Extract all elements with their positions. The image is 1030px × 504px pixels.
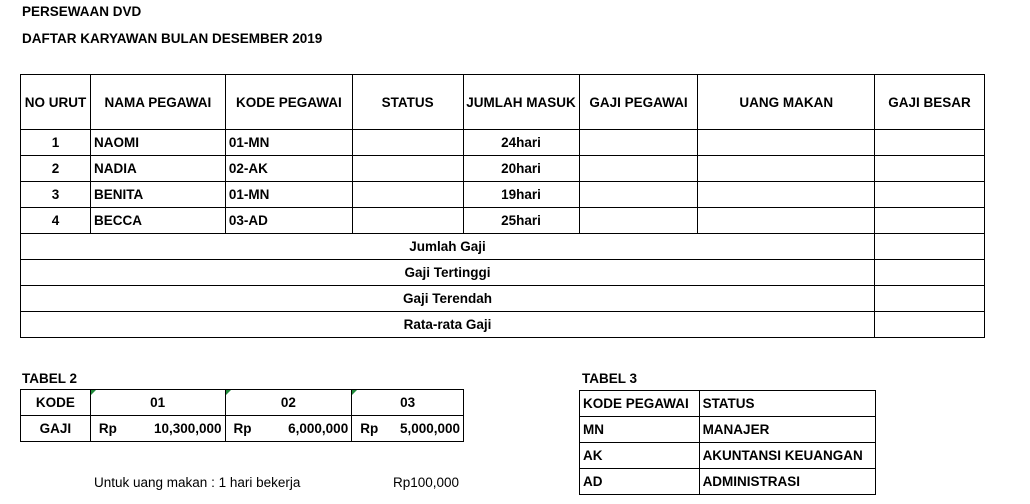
- tabel3-header-kode[interactable]: KODE PEGAWAI: [580, 391, 700, 417]
- cell-nama[interactable]: NADIA: [90, 156, 225, 182]
- summary-label[interactable]: Gaji Terendah: [21, 286, 875, 312]
- cell-status[interactable]: [352, 156, 463, 182]
- cell-no[interactable]: 4: [21, 208, 91, 234]
- amount-value: 6,000,000: [288, 421, 349, 436]
- meal-allowance-value: Rp100,000: [393, 475, 460, 490]
- cell-uang-makan[interactable]: [698, 208, 875, 234]
- cell-nama[interactable]: BENITA: [90, 182, 225, 208]
- header-gaji-besar[interactable]: GAJI BESAR: [875, 75, 985, 130]
- header-nama-pegawai[interactable]: NAMA PEGAWAI: [90, 75, 225, 130]
- tabel2-code-03[interactable]: 03: [352, 390, 464, 416]
- table-row: [21, 208, 985, 234]
- cell-jumlah-masuk[interactable]: 25hari: [463, 208, 579, 234]
- table-row: [21, 156, 985, 182]
- tabel3-kode[interactable]: AD: [580, 469, 700, 495]
- meal-allowance-note: Untuk uang makan : 1 hari bekerja: [94, 475, 301, 490]
- cell-kode[interactable]: 01-MN: [225, 130, 352, 156]
- cell-gaji-pegawai[interactable]: [579, 130, 698, 156]
- cell-no[interactable]: 2: [21, 156, 91, 182]
- cell-kode[interactable]: 01-MN: [225, 182, 352, 208]
- header-status[interactable]: STATUS: [352, 75, 463, 130]
- tabel3-status[interactable]: ADMINISTRASI: [699, 469, 875, 495]
- cell-gaji-besar[interactable]: [875, 208, 985, 234]
- summary-label[interactable]: Jumlah Gaji: [21, 234, 875, 260]
- table-row: [580, 469, 876, 495]
- cell-gaji-pegawai[interactable]: [579, 182, 698, 208]
- header-gaji-pegawai[interactable]: GAJI PEGAWAI: [579, 75, 698, 130]
- currency-label: Rp: [98, 421, 117, 436]
- cell-gaji-besar[interactable]: [875, 130, 985, 156]
- tabel3-header-status[interactable]: STATUS: [699, 391, 875, 417]
- summary-value[interactable]: [875, 234, 985, 260]
- tabel3-status[interactable]: MANAJER: [699, 417, 875, 443]
- summary-value[interactable]: [875, 286, 985, 312]
- table-row: [21, 182, 985, 208]
- table-row: [580, 443, 876, 469]
- tabel3-label: TABEL 3: [582, 371, 638, 386]
- cell-status[interactable]: [352, 182, 463, 208]
- table-row: [21, 130, 985, 156]
- table-header-row: [21, 75, 985, 130]
- tabel2-kode-label[interactable]: KODE: [21, 390, 91, 416]
- cell-uang-makan[interactable]: [698, 130, 875, 156]
- cell-kode[interactable]: 03-AD: [225, 208, 352, 234]
- tabel2-gaji-label[interactable]: GAJI: [21, 416, 91, 442]
- tabel3-status[interactable]: AKUNTANSI KEUANGAN: [699, 443, 875, 469]
- tabel2-code-01[interactable]: 01: [90, 390, 225, 416]
- header-uang-makan[interactable]: UANG MAKAN: [698, 75, 875, 130]
- summary-row-jumlah-gaji: [21, 234, 985, 260]
- summary-row-rata-rata-gaji: [21, 312, 985, 338]
- tabel2-amount-03[interactable]: [352, 416, 464, 442]
- tabel2-code-02[interactable]: 02: [225, 390, 352, 416]
- cell-no[interactable]: 1: [21, 130, 91, 156]
- tabel3: [579, 390, 876, 495]
- summary-label[interactable]: Rata-rata Gaji: [21, 312, 875, 338]
- cell-kode[interactable]: 02-AK: [225, 156, 352, 182]
- cell-nama[interactable]: NAOMI: [90, 130, 225, 156]
- sheet-subtitle: DAFTAR KARYAWAN BULAN DESEMBER 2019: [22, 31, 323, 46]
- cell-gaji-pegawai[interactable]: [579, 156, 698, 182]
- cell-jumlah-masuk[interactable]: 20hari: [463, 156, 579, 182]
- amount-value: 5,000,000: [399, 421, 460, 436]
- tabel2-amount-02[interactable]: [225, 416, 352, 442]
- cell-jumlah-masuk[interactable]: 24hari: [463, 130, 579, 156]
- tabel2-label: TABEL 2: [22, 371, 78, 386]
- cell-nama[interactable]: BECCA: [90, 208, 225, 234]
- currency-label: Rp: [233, 421, 252, 436]
- cell-uang-makan[interactable]: [698, 156, 875, 182]
- cell-no[interactable]: 3: [21, 182, 91, 208]
- employee-table: [20, 74, 985, 338]
- cell-gaji-pegawai[interactable]: [579, 208, 698, 234]
- cell-status[interactable]: [352, 130, 463, 156]
- tabel2: [20, 389, 464, 442]
- currency-label: Rp: [360, 421, 379, 436]
- sheet-title: PERSEWAAN DVD: [22, 4, 142, 19]
- table-row: [580, 417, 876, 443]
- summary-row-gaji-terendah: [21, 286, 985, 312]
- summary-label[interactable]: Gaji Tertinggi: [21, 260, 875, 286]
- summary-value[interactable]: [875, 312, 985, 338]
- header-kode-pegawai[interactable]: KODE PEGAWAI: [225, 75, 352, 130]
- tabel3-kode[interactable]: MN: [580, 417, 700, 443]
- tabel2-amount-01[interactable]: [90, 416, 225, 442]
- header-no-urut[interactable]: NO URUT: [21, 75, 91, 130]
- amount-value: 10,300,000: [153, 421, 222, 436]
- cell-uang-makan[interactable]: [698, 182, 875, 208]
- cell-gaji-besar[interactable]: [875, 182, 985, 208]
- summary-row-gaji-tertinggi: [21, 260, 985, 286]
- tabel3-kode[interactable]: AK: [580, 443, 700, 469]
- cell-jumlah-masuk[interactable]: 19hari: [463, 182, 579, 208]
- cell-gaji-besar[interactable]: [875, 156, 985, 182]
- cell-status[interactable]: [352, 208, 463, 234]
- summary-value[interactable]: [875, 260, 985, 286]
- header-jumlah-masuk[interactable]: JUMLAH MASUK: [463, 75, 579, 130]
